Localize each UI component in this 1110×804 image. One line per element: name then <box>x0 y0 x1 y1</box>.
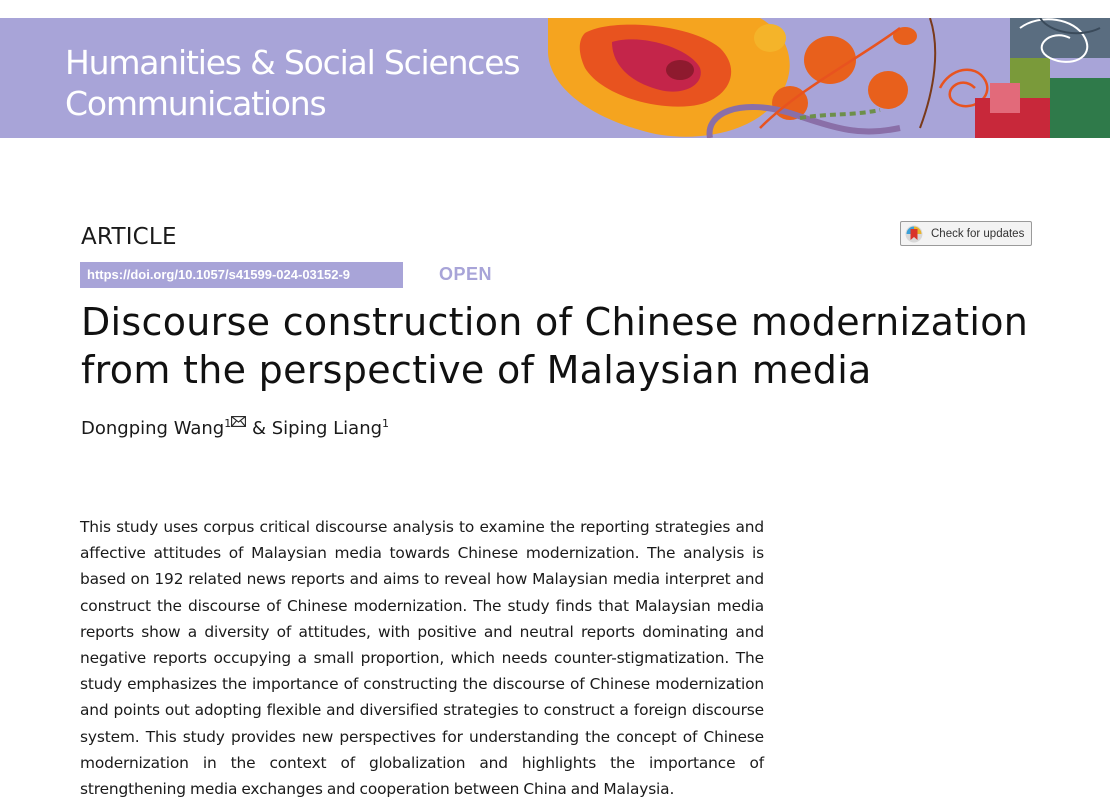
check-for-updates-label: Check for updates <box>931 227 1025 240</box>
abstract: This study uses corpus critical discourse analysis to examine the reporting strategies and affective attitudes of Malaysian media towards Chinese modernization. The analysis is based on 192 related news reports and aims to reveal how Malaysian media interpret and construct the discourse of Chinese modernization. The study finds that Malaysian media reports show a diversity of attitudes, with positive and neutral reports dominating and negative reports occupying a small proportion, which needs counter-stigmatization. The study emphasizes the importance of constructing the discourse of Chinese modernization and points out adopting flexible and diversified strategies to construct a foreign discourse system. This study provides new perspectives for understanding the concept of Chinese modernization in the context of globalization and highlights the importance of strengthening media exchanges and cooperation between China and Malaysia. <box>80 518 764 799</box>
pink-block <box>990 83 1020 113</box>
green-dash <box>800 110 880 118</box>
journal-title-line1: Humanities & Social Sciences <box>65 43 520 82</box>
yellow-dot <box>754 24 786 52</box>
envelope-icon[interactable] <box>231 417 246 430</box>
doi-link[interactable]: https://doi.org/10.1057/s41599-024-03152-9 <box>80 262 403 288</box>
author-separator: & <box>251 418 266 439</box>
journal-title-line2: Communications <box>65 84 326 123</box>
article-type: ARTICLE <box>81 224 177 250</box>
journal-banner <box>0 18 1110 138</box>
orange-dot-2 <box>868 71 908 109</box>
journal-title[interactable] <box>65 42 519 124</box>
open-access-label: OPEN <box>439 264 493 284</box>
brown-line <box>920 18 935 128</box>
green-block <box>1050 78 1110 138</box>
orange-dot-1 <box>804 36 856 84</box>
affiliation-marker[interactable]: 1 <box>224 417 232 430</box>
dark-dot <box>666 60 694 80</box>
article-title: Discourse construction of Chinese modernization from the perspective of Malaysian media <box>81 300 1029 392</box>
author-list <box>81 416 389 439</box>
check-for-updates-button[interactable] <box>900 221 1032 246</box>
author-name[interactable]: Dongping Wang <box>81 418 225 439</box>
author-name[interactable]: Siping Liang <box>271 418 383 439</box>
crossmark-icon <box>905 225 923 243</box>
affiliation-marker[interactable]: 1 <box>382 417 390 430</box>
